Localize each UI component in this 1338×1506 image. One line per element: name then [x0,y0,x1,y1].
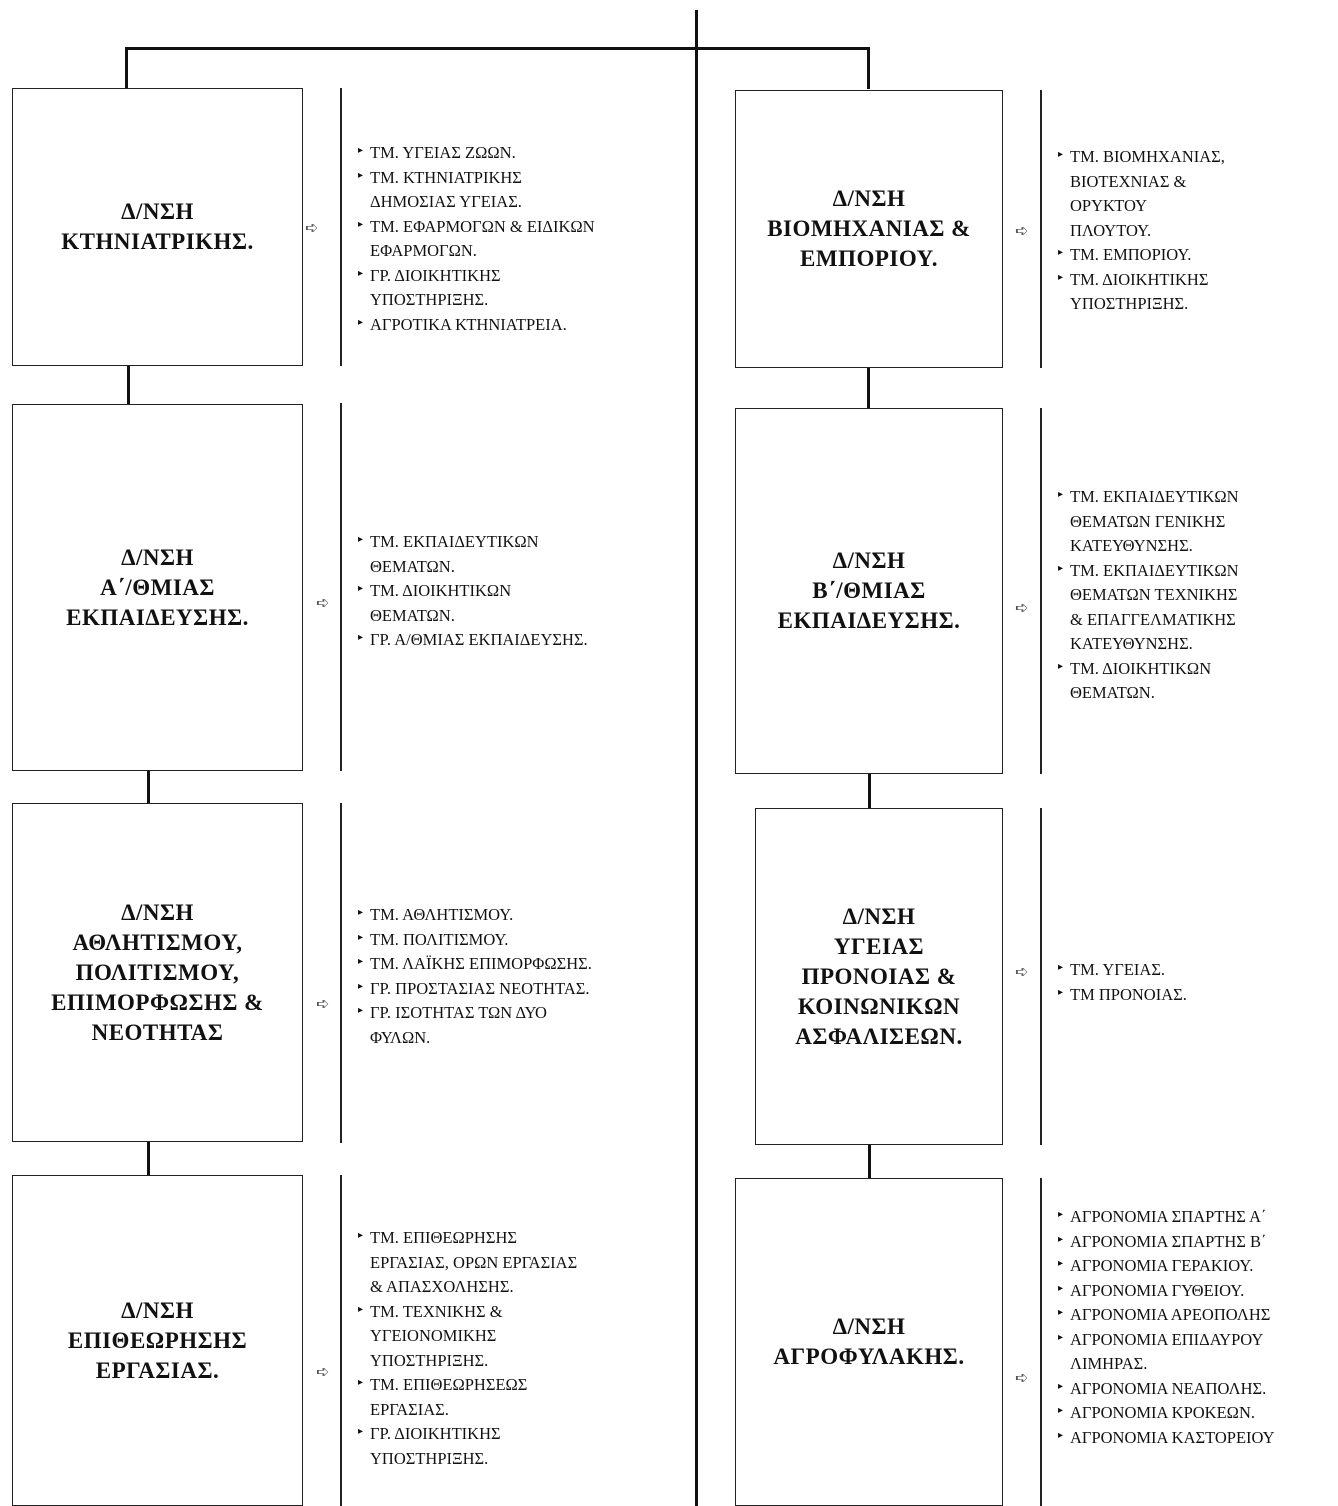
list-item-text: ▸ ΤΜ. ΕΦΑΡΜΟΓΩΝ & ΕΙΔΙΚΩΝ [370,216,595,236]
list-item-text: ▸ ΤΜ. ΥΓΕΙΑΣ. [1070,960,1166,979]
box-title-line: Δ/ΝΣΗ [121,544,194,570]
list-item-text: ▸ ΤΜ. ΕΜΠΟΡΙΟΥ. [1070,245,1192,264]
box-title-line: Δ/ΝΣΗ [121,899,194,925]
list-item [1058,268,1225,317]
list-item-text: ▸ ΓΡ. ΔΙΟΙΚΗΤΙΚΗΣ [370,1424,501,1443]
list-item [358,928,592,953]
list-item [1058,1230,1275,1255]
list-item-text: ΕΦΑΡΜΟΓΩΝ. [370,241,477,260]
list-item [358,952,592,977]
list-item-text: ΘΕΜΑΤΩΝ ΤΕΧΝΙΚΗΣ [1070,585,1238,604]
org-box-ygeias [755,808,1003,1145]
box-title-line: Α΄/ΘΜΙΑΣ [100,574,215,600]
list-item [358,1422,577,1471]
list-item-text: ▸ ΑΓΡΟΤΙΚΑ ΚΤΗΝΙΑΤΡΕΙΑ. [370,314,567,334]
list-item-text: ▸ ΤΜ. ΕΚΠΑΙΔΕΥΤΙΚΩΝ [1070,487,1239,506]
list-item [1058,243,1225,268]
list-item-text: ΒΙΟΤΕΧΝΙΑΣ & [1070,171,1187,191]
list-item-text: ▸ ΤΜ. ΠΟΛΙΤΙΣΜΟΥ. [370,929,509,949]
list-item-text: ΠΛΟΥΤΟΥ. [1070,220,1152,240]
list-item [358,215,595,264]
arrow-right-icon: ➪ [316,593,330,612]
list-item-text: ▸ ΤΜ. ΕΚΠΑΙΔΕΥΤΙΚΩΝ [1070,560,1239,580]
list-item [1058,1279,1275,1304]
left-connector-2 [147,771,150,803]
list-item-text: ▸ ΑΓΡΟΝΟΜΙΑ ΓΥΘΕΙΟΥ. [1070,1280,1245,1300]
list-item-text: ▸ ΤΜ. ΛΑΪΚΗΣ ΕΠΙΜΟΡΦΩΣΗΣ. [370,954,592,973]
box-title-line: ΕΡΓΑΣΙΑΣ. [95,1357,220,1383]
list-item [358,166,595,215]
list-item-text: & ΑΠΑΣΧΟΛΗΣΗΣ. [370,1277,514,1296]
org-box-ktiniatrikis [12,88,303,366]
list-item-text: ▸ ΤΜ. ΕΚΠΑΙΔΕΥΤΙΚΩΝ [370,532,539,551]
org-box-viomichanias [735,90,1003,368]
list-item [1058,1401,1275,1426]
list-item [1058,983,1187,1008]
box-title-line: Δ/ΝΣΗ [842,903,916,929]
department-list [1058,958,1187,1007]
list-item-text: ▸ ΑΓΡΟΝΟΜΙΑ ΚΑΣΤΟΡΕΙΟΥ [1070,1427,1275,1447]
separator-line [340,88,342,366]
list-item-text: ΘΕΜΑΤΩΝ. [370,556,455,576]
list-item [1058,485,1239,559]
trunk-line [695,10,698,1506]
list-item-text: ▸ ΓΡ. ΔΙΟΙΚΗΤΙΚΗΣ [370,265,501,285]
box-title-line: ΑΣΦΑΛΙΣΕΩΝ. [795,1023,963,1049]
list-item-text: ▸ ΓΡ. ΙΣΟΤΗΤΑΣ ΤΩΝ ΔΥΟ [370,1003,547,1022]
list-item-text: ΚΑΤΕΥΘΥΝΣΗΣ. [1070,634,1193,653]
box-title-line: Β΄/ΘΜΙΑΣ [812,578,926,603]
box-title [773,1312,964,1372]
separator-line [1040,90,1042,368]
box-title-line: Δ/ΝΣΗ [832,1314,906,1339]
list-item-text: ΥΠΟΣΤΗΡΙΞΗΣ. [370,290,489,309]
list-item-text: ΘΕΜΑΤΩΝ. [370,605,455,625]
right-connector-3 [868,1145,871,1178]
list-item-text: ΥΠΟΣΤΗΡΙΞΗΣ. [370,1448,489,1468]
list-item-text: ▸ ΤΜ. ΔΙΟΙΚΗΤΙΚΩΝ [1070,658,1212,678]
list-item-text: ΚΑΤΕΥΘΥΝΣΗΣ. [1070,536,1193,555]
box-title-line: ΠΡΟΝΟΙΑΣ & [801,963,957,989]
list-item-text: ▸ ΓΡ. ΠΡΟΣΤΑΣΙΑΣ ΝΕΟΤΗΤΑΣ. [370,978,590,998]
list-item-text: ▸ ΤΜ ΠΡΟΝΟΙΑΣ. [1070,984,1187,1004]
department-list [1058,1205,1275,1450]
separator-line [340,803,342,1143]
org-box-athlitismou [12,803,303,1142]
separator-line [1040,408,1042,774]
list-item-text: ΦΥΛΩΝ. [370,1027,431,1047]
org-box-epitheorisis [12,1175,303,1506]
department-list [358,1226,577,1471]
box-title [68,1296,247,1386]
right-drop-line [867,47,870,89]
department-list [358,530,588,653]
list-item [358,1373,577,1422]
box-title-line: ΕΚΠΑΙΔΕΥΣΗΣ. [66,604,249,630]
list-item [358,530,588,579]
list-item [1058,657,1239,706]
box-title-line: ΠΟΛΙΤΙΣΜΟΥ, [75,959,240,985]
list-item-text: ▸ ΑΓΡΟΝΟΜΙΑ ΝΕΑΠΟΛΗΣ. [1070,1378,1267,1398]
list-item [358,1226,577,1300]
list-item-text: ▸ ΑΓΡΟΝΟΜΙΑ ΣΠΑΡΤΗΣ Α΄ [1070,1207,1267,1226]
list-item-text: ▸ ΤΜ. ΕΠΙΘΕΩΡΗΣΕΩΣ [370,1375,528,1394]
right-connector-1 [867,368,870,408]
list-item-text: ▸ ΤΜ. ΔΙΟΙΚΗΤΙΚΗΣ [1070,269,1209,289]
list-item-text: ▸ ΤΜ. ΕΠΙΘΕΩΡΗΣΗΣ [370,1228,517,1247]
left-connector-1 [127,366,130,406]
box-title-line: ΥΓΕΙΑΣ [833,933,925,959]
list-item-text: ▸ ΑΓΡΟΝΟΜΙΑ ΑΡΕΟΠΟΛΗΣ [1070,1305,1271,1324]
box-title-line: ΝΕΟΤΗΤΑΣ [91,1019,224,1045]
list-item [1058,958,1187,983]
box-title-line: ΕΚΠΑΙΔΕΥΣΗΣ. [777,608,961,633]
list-item-text: ΟΡΥΚΤΟΥ [1070,196,1147,215]
department-list [1058,485,1239,706]
department-list [1058,145,1225,317]
box-title-line: ΕΜΠΟΡΙΟΥ. [800,246,938,271]
box-title-line: ΑΘΛΗΤΙΣΜΟΥ, [72,929,243,955]
arrow-right-icon: ➪ [1015,962,1029,981]
box-title-line: Δ/ΝΣΗ [121,199,194,224]
list-item-text: ▸ ΤΜ. ΑΘΛΗΤΙΣΜΟΥ. [370,905,514,924]
separator-line [1040,808,1042,1145]
list-item [358,628,588,653]
list-item [358,977,592,1002]
list-item-text: ΕΡΓΑΣΙΑΣ, ΟΡΩΝ ΕΡΓΑΣΙΑΣ [370,1252,578,1272]
list-item-text: ▸ ΤΜ. ΚΤΗΝΙΑΤΡΙΚΗΣ [370,167,522,187]
list-item-text: ΥΠΟΣΤΗΡΙΞΗΣ. [1070,294,1189,313]
list-item [358,1001,592,1050]
list-item-text: ▸ ΑΓΡΟΝΟΜΙΑ ΓΕΡΑΚΙΟΥ. [1070,1256,1254,1275]
separator-line [1040,1178,1042,1506]
list-item [1058,145,1225,243]
list-item [1058,559,1239,657]
list-item [1058,1328,1275,1377]
left-drop-line [125,47,128,89]
department-list [358,903,592,1050]
list-item-text: ΛΙΜΗΡΑΣ. [1070,1354,1148,1373]
list-item [358,579,588,628]
list-item [1058,1426,1275,1451]
list-item-text: ΘΕΜΑΤΩΝ ΓΕΝΙΚΗΣ [1070,511,1226,531]
list-item-text: & ΕΠΑΓΓΕΛΜΑΤΙΚΗΣ [1070,609,1236,629]
box-title-line: ΚΤΗΝΙΑΤΡΙΚΗΣ. [61,229,254,254]
list-item [1058,1377,1275,1402]
list-item-text: ΔΗΜΟΣΙΑΣ ΥΓΕΙΑΣ. [370,192,522,211]
box-title [767,184,971,274]
list-item-text: ▸ ΤΜ. ΒΙΟΜΗΧΑΝΙΑΣ, [1070,147,1225,166]
box-title [61,197,253,257]
arrow-right-icon: ➪ [305,218,319,237]
arrow-right-icon: ➪ [316,1362,330,1381]
top-bar-line [125,47,870,50]
box-title [66,543,249,633]
box-title-line: ΚΟΙΝΩΝΙΚΩΝ [797,993,961,1019]
box-title [51,898,264,1048]
list-item [1058,1205,1275,1230]
list-item [1058,1303,1275,1328]
arrow-right-icon: ➪ [1015,221,1029,240]
list-item-text: ΘΕΜΑΤΩΝ. [1070,683,1155,702]
list-item [1058,1254,1275,1279]
left-connector-3 [147,1142,150,1175]
list-item-text: ▸ ΑΓΡΟΝΟΜΙΑ ΕΠΙΔΑΥΡΟΥ [1070,1329,1264,1349]
arrow-right-icon: ➪ [1015,1368,1029,1387]
list-item-text: ▸ ΑΓΡΟΝΟΜΙΑ ΣΠΑΡΤΗΣ Β΄ [1070,1231,1267,1251]
list-item-text: ΕΡΓΑΣΙΑΣ. [370,1399,449,1419]
list-item [358,903,592,928]
list-item-text: ▸ ΑΓΡΟΝΟΜΙΑ ΚΡΟΚΕΩΝ. [1070,1403,1255,1422]
box-title-line: Δ/ΝΣΗ [832,548,906,573]
box-title-line: ΕΠΙΜΟΡΦΩΣΗΣ & [51,989,264,1015]
department-list [358,141,595,337]
box-title-line: ΑΓΡΟΦΥΛΑΚΗΣ. [773,1344,965,1369]
separator-line [340,1175,342,1506]
box-title-line: Δ/ΝΣΗ [832,186,906,211]
list-item-text: ▸ ΤΜ. ΤΕΧΝΙΚΗΣ & [370,1301,503,1321]
list-item [358,141,595,166]
list-item [358,264,595,313]
list-item-text: ▸ ΓΡ. Α/ΘΜΙΑΣ ΕΚΠΑΙΔΕΥΣΗΣ. [370,630,588,649]
org-box-a-thmias [12,404,303,771]
org-box-b-thmias [735,408,1003,774]
org-box-agrofylakis [735,1178,1003,1506]
list-item [358,313,595,338]
box-title [778,546,961,636]
arrow-right-icon: ➪ [1015,598,1029,617]
box-title-line: ΒΙΟΜΗΧΑΝΙΑΣ & [767,216,971,241]
list-item-text: ΥΓΕΙΟΝΟΜΙΚΗΣ [370,1326,497,1345]
box-title [795,902,962,1052]
list-item-text: ΥΠΟΣΤΗΡΙΞΗΣ. [370,1350,489,1370]
arrow-right-icon: ➪ [316,994,330,1013]
list-item-text: ▸ ΤΜ. ΔΙΟΙΚΗΤΙΚΩΝ [370,581,512,600]
box-title-line: Δ/ΝΣΗ [121,1297,194,1323]
box-title-line: ΕΠΙΘΕΩΡΗΣΗΣ [67,1327,248,1353]
list-item-text: ▸ ΤΜ. ΥΓΕΙΑΣ ΖΩΩΝ. [370,143,516,162]
separator-line [340,403,342,771]
list-item [358,1300,577,1374]
right-connector-2 [868,774,871,808]
